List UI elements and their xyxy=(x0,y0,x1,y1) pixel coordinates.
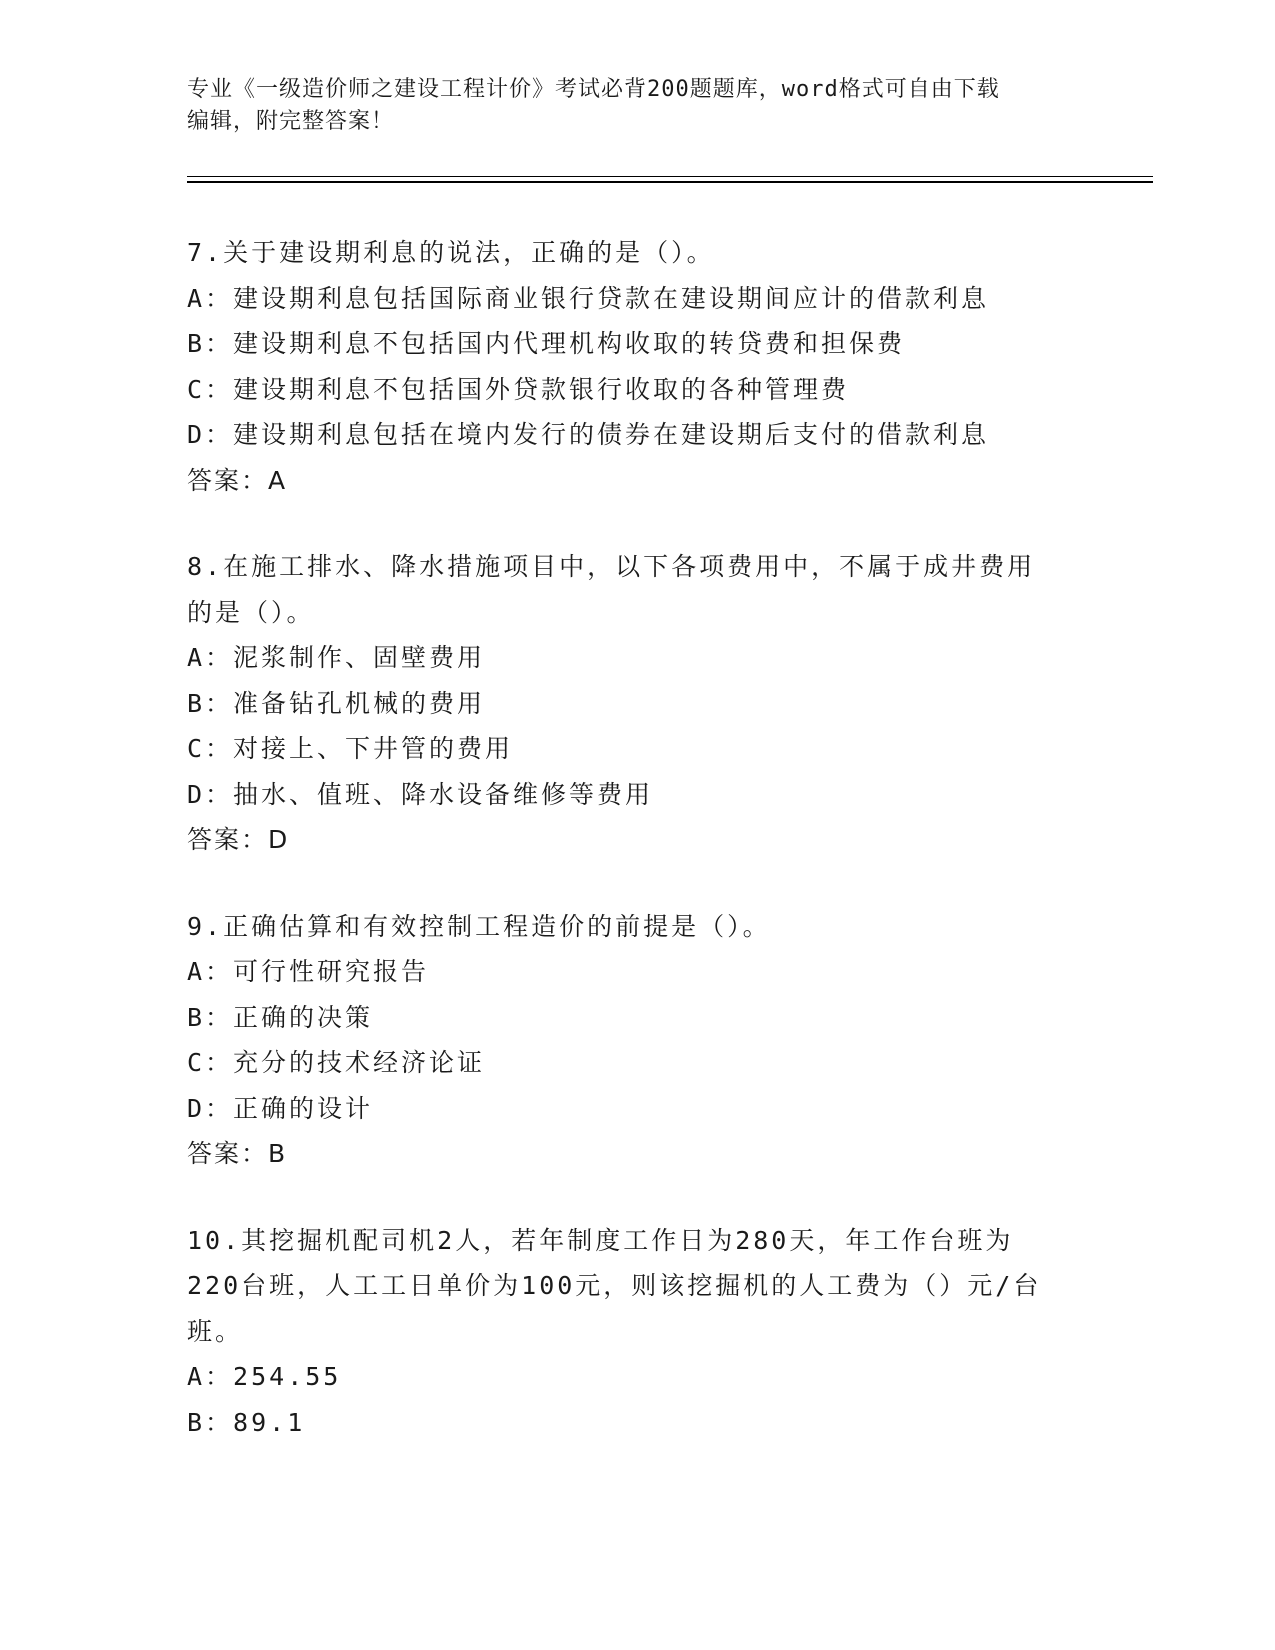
question-stem-continued: 220台班，人工工日单价为100元，则该挖掘机的人工费为（）元/台 xyxy=(187,1271,1042,1300)
question-9 xyxy=(187,904,1067,1177)
option-a: A：建设期利息包括国际商业银行贷款在建设期间应计的借款利息 xyxy=(187,283,990,313)
option-d: D：抽水、值班、降水设备维修等费用 xyxy=(187,779,654,809)
option-b: B：89.1 xyxy=(187,1407,306,1437)
header-divider-thin xyxy=(187,176,1153,177)
question-stem: 7.关于建设期利息的说法，正确的是（）。 xyxy=(187,238,715,267)
question-stem: 10.其挖掘机配司机2人，若年制度工作日为280天，年工作台班为 xyxy=(187,1225,1014,1255)
option-b: B：正确的决策 xyxy=(187,1002,374,1032)
answer: 答案：D xyxy=(187,825,290,854)
option-a: A：泥浆制作、固壁费用 xyxy=(187,643,486,672)
question-10 xyxy=(187,1218,1067,1446)
header-line-2: 编辑，附完整答案！ xyxy=(187,109,395,134)
question-stem: 9.正确估算和有效控制工程造价的前提是（）。 xyxy=(187,911,771,941)
option-d: D：建设期利息包括在境内发行的债券在建设期后支付的借款利息 xyxy=(187,420,990,449)
question-7 xyxy=(187,230,1067,503)
question-stem: 8.在施工排水、降水措施项目中，以下各项费用中，不属于成井费用 xyxy=(187,552,1036,581)
question-stem-continued: 班。 xyxy=(187,1316,244,1346)
question-8 xyxy=(187,544,1067,863)
option-c: C：建设期利息不包括国外贷款银行收取的各种管理费 xyxy=(187,374,850,404)
answer: 答案：B xyxy=(187,1139,288,1168)
option-c: C：对接上、下井管的费用 xyxy=(187,734,514,763)
answer: 答案：A xyxy=(187,465,288,495)
question-stem-continued: 的是（）。 xyxy=(187,597,315,627)
header-line-1: 专业《一级造价师之建设工程计价》考试必背200题题库，word格式可自由下载 xyxy=(187,77,1000,102)
option-b: B：准备钻孔机械的费用 xyxy=(187,688,486,718)
option-c: C：充分的技术经济论证 xyxy=(187,1048,486,1077)
option-a: A：254.55 xyxy=(187,1362,342,1391)
option-a: A：可行性研究报告 xyxy=(187,957,430,986)
question-list xyxy=(187,230,1067,1486)
document-header xyxy=(187,74,1087,138)
option-b: B：建设期利息不包括国内代理机构收取的转贷费和担保费 xyxy=(187,329,906,358)
option-d: D：正确的设计 xyxy=(187,1093,374,1123)
header-divider-thick xyxy=(187,181,1153,183)
